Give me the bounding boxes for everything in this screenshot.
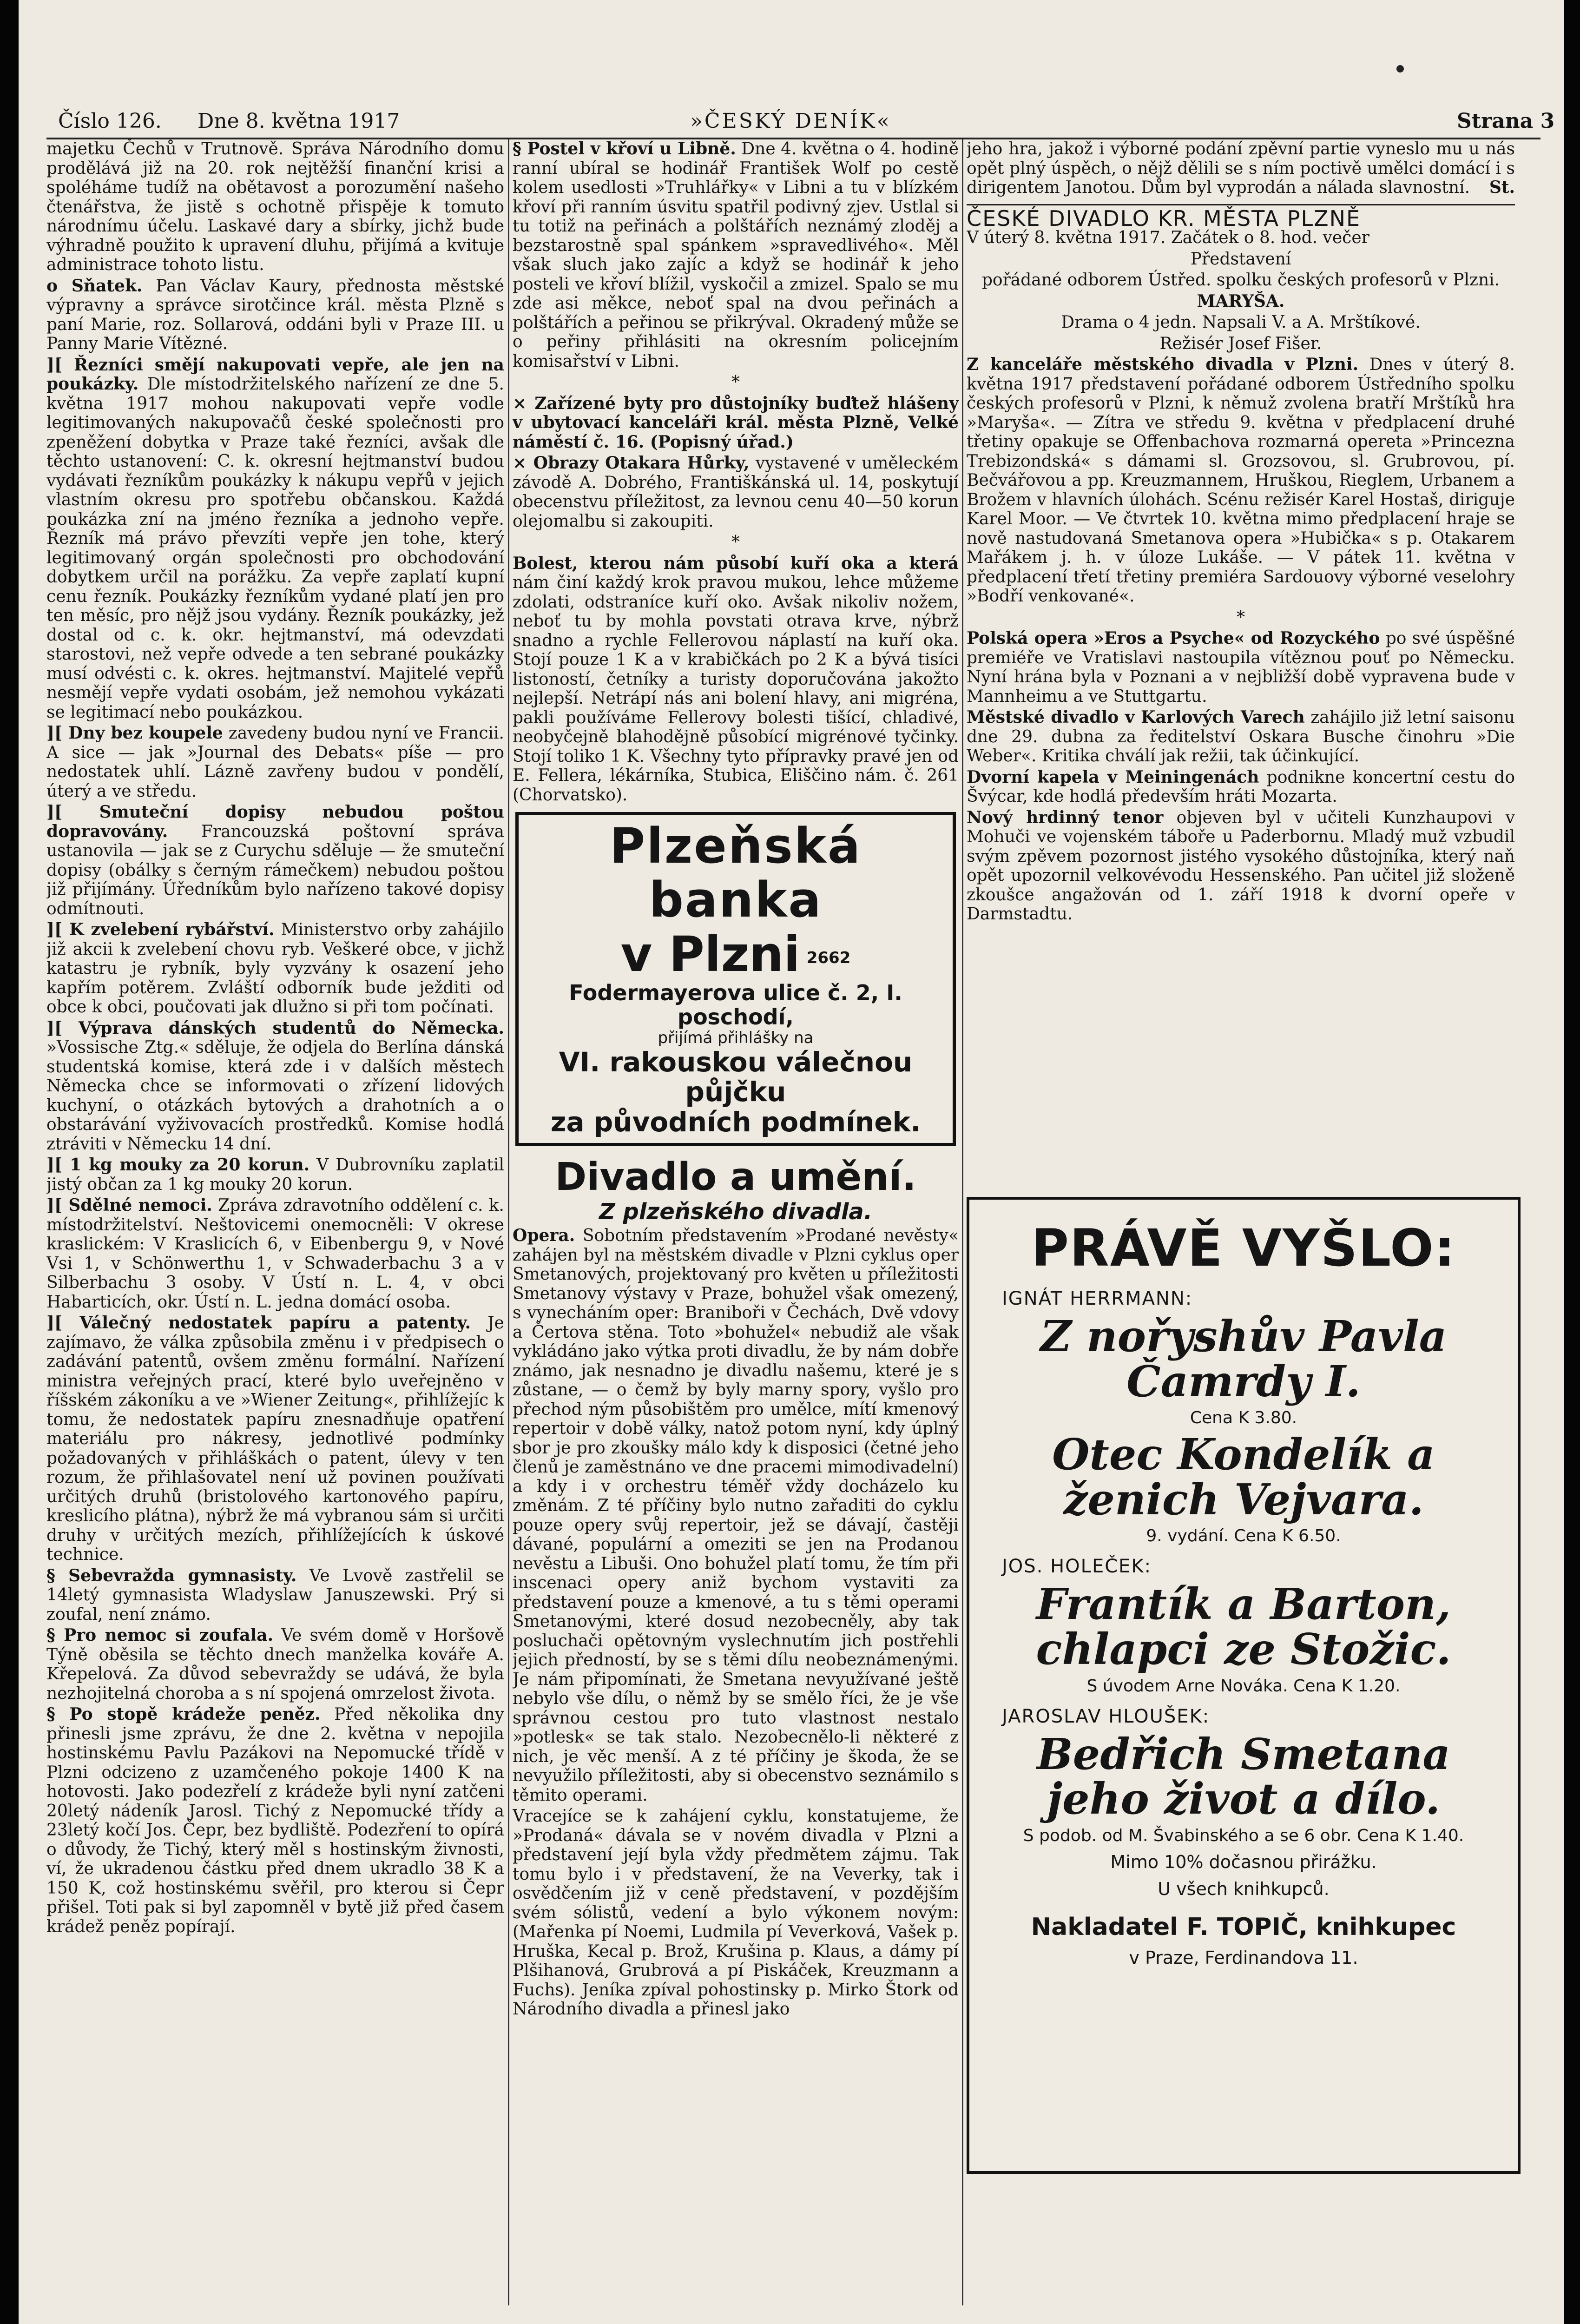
article-text: Vracejíce se k zahájení cyklu, konstatujeme, že »Prodaná« dávala se v novém divadla v Plzni a představení její byla vždy předmětem zájmu. Tak tomu bylo i v představení, že na Veverky, tak i osvědčením již v ceně představení, v pozdějším svém sólistů, vedení a bylo výkonem novým: (Mařenka pí Noemi, Ludmila pí Veverková, Vašek p. Hruška, Kecal p. Brož, Krušina p. Klaus, a dámy pí Plšihanová, Grubrová a pí Piskáček, Kreuzmann a Fuchs). Jeníka zpíval pohostinsky p. Mirko Štork od Národního divadla a přinesl jako bbox=[513, 1807, 959, 2019]
article-text: zahájilo již letní saisonu dne 29. dubna za ředitelství Oskara Busche činohru »Die Weber«. Kritika chválí jak režii, tak účinkující. bbox=[967, 708, 1515, 766]
article-heading: § Sebevražda gymnasisty. bbox=[46, 1565, 297, 1585]
issue-date: Dne 8. května 1917 bbox=[198, 109, 400, 133]
article-heading: ][ K zvelebení rybářství. bbox=[46, 920, 275, 939]
bank-loan: VI. rakouskou válečnou půjčku bbox=[559, 1046, 913, 1108]
article-heading: § Postel v křoví u Libně. bbox=[513, 139, 736, 158]
article-paragraph bbox=[46, 724, 504, 801]
section-rule bbox=[967, 204, 1515, 205]
article-paragraph bbox=[46, 356, 504, 722]
print-speck bbox=[1396, 65, 1404, 73]
book-price-4: S podob. od M. Švabinského a se 6 obr. Cena K 1.40. bbox=[1023, 1826, 1464, 1845]
article-heading: Polská opera »Eros a Psyche« od Rozyckého bbox=[967, 628, 1380, 648]
arts-section-subtitle: Z plzeňského divadla. bbox=[599, 1198, 873, 1225]
scan-edge-right bbox=[1564, 0, 1580, 2324]
article-paragraph bbox=[967, 355, 1515, 606]
separator-mark: * bbox=[731, 373, 740, 392]
article-heading: § Pro nemoc si zoufala. bbox=[46, 1625, 274, 1645]
theatre-title: ČESKÉ DIVADLO KR. MĚSTA PLZNĚ bbox=[967, 205, 1361, 231]
newspaper-page bbox=[19, 0, 1564, 2324]
article-text: Pan Václav Kaury, přednosta městské výpravny a správce sirotčince král. města Plzně s paní Marie, roz. Sollarová, oddáni byli v Praze III. u Panny Marie Vítězné. bbox=[46, 276, 504, 353]
article-heading: Bolest, kterou nám působí kuří oka a která bbox=[513, 553, 959, 573]
column-rule-2 bbox=[962, 139, 963, 2305]
article-paragraph bbox=[513, 394, 959, 452]
article-heading: Dvorní kapela v Meiningenách bbox=[967, 767, 1259, 787]
book-publisher: Nakladatel F. TOPIČ, knihkupec bbox=[1031, 1913, 1456, 1941]
article-text: Sobotním představením »Prodané nevěsty« zahájen byl na městském divadle v Plzni cyklus oper Smetanových, projektovaný pro květen u příležitosti Smetanovy výstavy v Praze, bohužel však omezený, s vynecháním oper: Braniboři v Čechách, Dvě vdovy a Čertova stěna. Toto »bohužel« nebudiž ale však vykládáno jako výtka proti divadlu, že by nám dobře známo, jak nesnadno je divadlu našemu, které je s zůstane, — o čemž by byly marny spory, vyšlo pro přechod ným působištěm pro umělce, mítí kmenový repertoir v době války, natož potom nyní, kdy úplný sbor je pro zkoušky málo kdy k disposici (četné jeho členů je zaměstnáno ve dne pracemi mimodivadelní) a kdy i v orchestru téměř vždy docházelo ku změnám. Z té příčiny bylo nutno zařaditi do cyklu pouze opery svůj repertoir, jež se dávají, častěji dávané, populární a omeziti se jen na Prodanou nevěstu a Libuši. Ono bohužel platí tomu, že tím při inscenaci opery aniž bychom vystaviti za představení pouze a kmenové, a tu s těmi operami Smetanovými, které dosud nezobecněly, aby tak posluchači opětovným vyslechnutím jich postřehli jejich předností, by se s těmi dílu neobeznámenými. Je nám připomínati, že Smetana nevyužívané ještě nebylo vše dílu, o němž by se smělo říci, že je vše správnou cestou pro tuto vlastnost nestalo »potlesk« se tak stalo. Nezobecnělo-li některé z nich, je věc menší. A z té příčiny je škoda, že se nevyužilo příležitosti, aby si obecenstvo seznámilo s těmito operami. bbox=[513, 1226, 959, 1805]
article-heading: ][ Sdělné nemoci. bbox=[46, 1195, 212, 1215]
scan-edge-left bbox=[0, 0, 19, 2324]
arts-section-body bbox=[513, 1226, 959, 2019]
bank-terms: za původních podmínek. bbox=[550, 1106, 921, 1138]
article-heading: ][ Řezníci smějí nakupovati vepře, ale jen na poukázky. bbox=[46, 355, 504, 394]
article-paragraph bbox=[967, 808, 1515, 924]
book-title-2: Otec Kondelík a ženich Vejvara. bbox=[1052, 1429, 1435, 1525]
theatre-play-title: MARYŠA. bbox=[1197, 291, 1285, 311]
article-text: zavedeny budou nyní ve Francii. A sice — jak »Journal des Debats« píše — pro nedostatek uhlí. Lázně zavřeny budou v pondělí, úterý a ve středu. bbox=[46, 724, 504, 801]
article-paragraph bbox=[46, 1314, 504, 1565]
article-paragraph bbox=[46, 139, 504, 275]
article-text: Ve Lvově zastřelil se 14letý gymnasista Wladyslaw Januszewski. Prý si zoufal, není známo. bbox=[46, 1566, 504, 1624]
article-heading: Městské divadlo v Karlových Varech bbox=[967, 707, 1305, 727]
column-rule-1 bbox=[508, 139, 509, 2305]
article-paragraph bbox=[967, 768, 1515, 806]
article-text: Ministerstvo orby zahájilo již akcii k zvelebení chovu ryb. Veškeré obce, v jichž katastru je rybník, byly vyzvány k osazení jeho kapřím potěrem. Zvláští odborník bude ježditi od obce k obci, poučovati jak dlužno si při tom počínati. bbox=[46, 920, 504, 1017]
issue-number: Číslo 126. bbox=[58, 109, 162, 133]
column-3-review-end bbox=[967, 139, 1515, 198]
article-heading: ][ Válečný nedostatek papíru a patenty. bbox=[46, 1313, 471, 1333]
article-text: Ve svém domě v Horšově Týně oběsila se těchto dnech manželka kováře A. Křepelová. Za důvod sebevraždy se udává, že byla nezhojitelná choroba a s ní spojená omrzelost života. bbox=[46, 1626, 504, 1703]
book-ad-headline: PRÁVĚ VYŠLO: bbox=[1031, 1218, 1456, 1278]
book-title-1: Z nořyshův Pavla Čamrdy I. bbox=[1040, 1311, 1447, 1406]
bank-accepts: přijímá přihlášky na bbox=[658, 1029, 814, 1048]
article-paragraph bbox=[46, 1196, 504, 1312]
article-paragraph bbox=[967, 708, 1515, 766]
article-text: objeven byl v učiteli Kunzhaupovi v Mohuči ve vojenském táboře u Paderbornu. Mladý muž vzbudil svým zpěvem pozornost jistého vysokého důstojníka, který naň opět upozornil velkovévodu Hessenského. Pan učitel již složeně zkoušce angažován od 1. září 1918 k dvorní opeře v Darmstadtu. bbox=[967, 808, 1515, 924]
article-heading: § Po stopě krádeže peněz. bbox=[46, 1704, 321, 1724]
article-paragraph bbox=[46, 803, 504, 918]
column-2 bbox=[513, 139, 959, 2307]
newspaper-name: »ČESKÝ DENÍK« bbox=[690, 109, 891, 133]
book-title-4: Bedřich Smetana jeho život a dílo. bbox=[1037, 1729, 1450, 1824]
article-paragraph bbox=[46, 920, 504, 1017]
book-advertisement bbox=[967, 1197, 1521, 2174]
article-paragraph bbox=[513, 454, 959, 531]
column-2-news bbox=[513, 139, 959, 805]
article-heading: ][ 1 kg mouky za 20 korun. bbox=[46, 1155, 310, 1175]
article-paragraph bbox=[46, 1019, 504, 1154]
book-author-3: JOS. HOLEČEK: bbox=[1002, 1556, 1152, 1578]
article-paragraph bbox=[46, 1155, 504, 1194]
article-heading: Opera. bbox=[513, 1226, 575, 1246]
book-publisher-address: v Praze, Ferdinandova 11. bbox=[1129, 1947, 1358, 1968]
article-text: Dne 4. května o 4. hodině ranní ubíral se hodinář František Wolf po cestě kolem usedlosti »Truhlářky« v Libni a tu v blízkém křoví při ranním úsvitu spatřil podivný zjev. Ustlal si tu totiž na peřinách a polštářích neznámý zloděj a bezstarostně spal spánkem »spravedlivého«. Měl však sluch jako zajíc a když se hodinář k jeho posteli ve křoví blížil, vyskočil a zmizel. Spalo se mu zde asi měkce, neboť spal na dvou peřinách a polštářích a peřinou se přikrýval. Okradený může se o peřiny přihlásiti na okresním policejním komisařství v Libni. bbox=[513, 139, 959, 371]
article-paragraph bbox=[513, 554, 959, 805]
page-number: Strana 3 bbox=[1457, 109, 1555, 133]
page-header bbox=[44, 100, 1555, 137]
article-paragraph bbox=[513, 1226, 959, 1805]
column-1 bbox=[46, 139, 504, 2307]
arts-section-title: Divadlo a umění. bbox=[555, 1155, 916, 1200]
article-heading: ][ Smuteční dopisy nebudou poštou dopravovány. bbox=[46, 802, 504, 841]
book-availability: U všech knihkupců. bbox=[1158, 1878, 1330, 1899]
article-text: Dnes v úterý 8. května 1917 představení pořádané odborem Ústředního spolku českých profesorů v Plzni, k němuž zvolena bratří Mrštíků hra »Maryša«. — Zítra ve středu 9. května v předplacení druhé třetiny opakuje se Offenbachova rozmarná opereta »Princezna Trebizondská« s dámami sl. Grozsovou, sl. Grubrovou, pí. Bečvářovou a pp. Kreuzmannem, Hruškou, Rieglem, Urbanem a Brožem v hlavních úlohách. Scénu režisér Karel Hostaš, diriguje Karel Moor. — Ve čtvrtek 10. května mimo předplacení hraje se nově nastudovaná Smetanova opera »Hubička« s p. Otakarem Mařákem j. h. v úloze Lukáše. — V pátek 11. května v předplacení třetí třetiny premiéra Sardouovy výborné veselohry »Bodří venkované«. bbox=[967, 355, 1515, 606]
article-text: po své úspěšné premiéře ve Vratislavi nastoupila vítěznou pouť po Německu. Nyní hrána byla v Poznani a v nejbližší době vypravena bude v Mannheimu a ve Stuttgartu. bbox=[967, 629, 1515, 706]
article-text: V Dubrovníku zaplatil jistý občan za 1 kg mouky 20 korun. bbox=[46, 1155, 504, 1194]
theatre-program bbox=[967, 205, 1515, 354]
separator-mark: * bbox=[731, 533, 740, 552]
article-paragraph bbox=[967, 139, 1515, 198]
book-author-1: IGNÁT HERRMANN: bbox=[1002, 1288, 1193, 1309]
article-text: jeho hra, jakož i výborné podání zpěvní partie vyneslo mu u nás opět plný úspěch, o nějž dělili se s ním poctivě umělci domácí i s dirigentem Janotou. Dům byl vyprodán a nálada slavnostní. bbox=[967, 139, 1515, 197]
theatre-performance: Představení bbox=[1190, 249, 1291, 269]
article-text: majetku Čechů v Trutnově. Správa Národního domu prodělává již na 20. rok nejtěžší finanční krisi a spoléháme tudíž na obětavost a porozumění našeho čtenářstva, že jistě s ochotně přispěje k tomuto národnímu účelu. Laskavé dary a sbírky, jichž bude výhradně použito k upravení dluhu, přijímá a kvituje administrace tohoto listu. bbox=[46, 139, 504, 274]
article-text: Zpráva zdravotního oddělení c. k. místodržitelství. Neštovicemi onemocněli: V okrese kraslickém: V Kraslicích 6, v Eibenbergu 9, v Nové Vsi 1, v Schönwerthu 1, v Schwaderbachu 3 a v Silberbachu 3 osoby. V Ústí n. L. 4, v obci Habarticích, okr. Ústí n. L. jedna domácí osoba. bbox=[46, 1196, 504, 1312]
article-heading: × Zařízené byty pro důstojníky buďtež hlášeny v ubytovací kanceláři král. města Plzně, Velké náměstí č. 16. (Popisný úřad.) bbox=[513, 393, 959, 452]
book-author-4: JAROSLAV HLOUŠEK: bbox=[1002, 1705, 1210, 1727]
article-heading: ][ Dny bez koupele bbox=[46, 723, 223, 743]
theatre-organizer: pořádané odborem Ústřed. spolku českých profesorů v Plzni. bbox=[981, 271, 1500, 290]
article-text: Před několika dny přinesli jsme zprávu, že dne 2. května v nepojila hostinskému Pavlu Pazákovi na Nepomucké třídě v Plzni odcizeno z uzamčeného pokoje 1400 K na hotovosti. Jako podezřelí z krádeže byli nyní zatčeni 20letý nádeník Jarosl. Tichý z Nepomucké třídy a 23letý kočí Jos. Čepr, bez bydliště. Podezření to opírá o důvody, že Tichý, který měl s hostinským živnosti, ví, že ukradenou částku před dnem ukradlo 38 K a 150 K, což hostinskému svěřil, pro kterou si Čepr přišel. Toti pak si byl zapomněl v bytě již před časem krádež peněz popírají. bbox=[46, 1705, 504, 1936]
bank-address: Fodermayerova ulice č. 2, I. poschodí, bbox=[569, 980, 902, 1030]
article-paragraph bbox=[46, 1626, 504, 1703]
theatre-director: Režisér Josef Fišer. bbox=[1159, 334, 1322, 353]
book-price-1: Cena K 3.80. bbox=[1190, 1408, 1297, 1428]
column-3-news bbox=[967, 355, 1515, 924]
article-text: vystavené v uměleckém závodě A. Dobrého, Františkánská ul. 14, poskytují obecenstvu příležitost, za levnou cenu 40—50 korun olejomalbu si zakoupiti. bbox=[513, 454, 959, 531]
article-paragraph bbox=[513, 139, 959, 371]
article-paragraph bbox=[46, 277, 504, 354]
bank-city: v Plzni bbox=[620, 925, 800, 983]
article-text: nám činí každý krok pravou mukou, lehce můžeme zdolati, odstraníce kuří oko. Avšak nikoliv nožem, neboť tu by mohla povstati otrava krve, nýbrž snadno a rychle Fellerovou náplastí na kuří oka. Stojí pouze 1 K a v krabičkách po 2 K a bývá tisíci listoností, četníky a turisty doporučována jakožto nejlepší. Netrápí nás ani bolení hlavy, ani migréna, pakli používáme Fellerovy bolesti tišící, chladivé, neobyčejně blahodějně působící migrénové tyčinky. Stojí toliko 1 K. Všechny tyto přípravky pravé jen od E. Fellera, lékárníka, Stubica, Eliščino nám. č. 261 (Chorvatsko). bbox=[513, 573, 959, 805]
article-heading: Z kanceláře městského divadla v Plzni. bbox=[967, 355, 1359, 374]
bank-advertisement bbox=[515, 812, 956, 1146]
book-price-3: S úvodem Arne Nováka. Cena K 1.20. bbox=[1086, 1676, 1401, 1696]
ad-number: 2662 bbox=[806, 948, 851, 967]
article-text: Francouzská poštovní správa ustanovila — jak se z Curychu sděluje — že smuteční dopisy (obálky s černým rámečkem) nebudou poštou již přijímány. Úředníkům bylo nařízeno takové dopisy odmítnouti. bbox=[46, 822, 504, 918]
article-heading: o Sňatek. bbox=[46, 276, 143, 296]
book-title-3: Frantík a Barton, chlapci ze Stožic. bbox=[1036, 1579, 1451, 1674]
separator-mark: * bbox=[1237, 607, 1245, 627]
article-paragraph bbox=[967, 629, 1515, 706]
article-heading: Nový hrdinný tenor bbox=[967, 807, 1164, 827]
article-paragraph bbox=[46, 1566, 504, 1624]
article-paragraph bbox=[513, 1807, 959, 2019]
article-heading: ][ Výprava dánských studentů do Německa. bbox=[46, 1018, 504, 1038]
article-text: »Vossische Ztg.« sděluje, že odjela do Berlína dánská studentská komise, která zde i v dalších městech Německa chce se informovati o zřízení lidových kuchyní, o otázkách bytových a drahotních a o obstarávání vyživovacích prostředků. Komise hodlá ztráviti v Německu 14 dní. bbox=[46, 1038, 504, 1154]
article-signature: St. bbox=[1489, 178, 1515, 197]
article-paragraph bbox=[46, 1705, 504, 1936]
book-price-2: 9. vydání. Cena K 6.50. bbox=[1146, 1526, 1341, 1546]
book-surcharge-note: Mimo 10% dočasnou přirážku. bbox=[1110, 1851, 1377, 1872]
theatre-play-authors: Drama o 4 jedn. Napsali V. a A. Mrštíkové. bbox=[1061, 313, 1421, 332]
article-text: Dle místodržitelského nařízení ze dne 5. května 1917 mohou nakupovati vepře vodle legitimovaných nakupovačů české společnosti pro zpeněžení dobytka v Praze také řezníci, avšak dle těchto ustanovení: C. k. okresní hejtmanství budou vydávati řezníkům poukázky k nákupu vepřů v jejich vlastním okresu pro spotřebu občanskou. Každá poukázka zní na jméno řezníka a jednoho vepře. Řezník má právo převzíti vepře jen tohe, který legitimovaný orgán společnosti pro obchodování dobytkem určil na porážku. Za vepře zaplatí kupní cenu řezník. Poukázky řezníkům vydané platí jen pro ten měsíc, pro nějž jsou vydány. Řezník poukázky, jež dostal od c. k. okr. hejtmanství, má odevzdati starostovi, než vepře odvede a ten sebrané poukázky musí odvésti c. k. okres. hejtmanství. Majitelé vepřů nesmějí vepře vydati osobám, jež nemohou vykázati se legitimací nebo poukázkou. bbox=[46, 375, 504, 722]
theatre-date: V úterý 8. května 1917. Začátek o 8. hod. večer bbox=[967, 228, 1369, 247]
bank-name: Plzeňská banka bbox=[609, 818, 862, 929]
article-heading: × Obrazy Otakara Hůrky, bbox=[513, 453, 750, 473]
article-text: podnikne koncertní cestu do Švýcar, kde hodlá především hráti Mozarta. bbox=[967, 767, 1515, 806]
article-text: Je zajímavo, že válka způsobila změnu i v předpisech o zadávání patentů, ovšem změnu formální. Nařízení ministra veřejných prací, které bylo uveřejněno v říšském zákoníku a ve »Wiener Zeitung«, přihlížejíc k tomu, že nedostatek papíru znesnadňuje opatření materiálu pro nákresy, jednotlivé podmínky požadovaných v přihláškách o patent, úlevy v ten rozum, že přihlašovatel není už povinen používati určitých druhů (bristolového kartonového papíru, kreslicího plátna), nýbrž že má vybranou sám si určiti druhy v určitých mezích, přihlížejících k úskové technice. bbox=[46, 1314, 504, 1564]
